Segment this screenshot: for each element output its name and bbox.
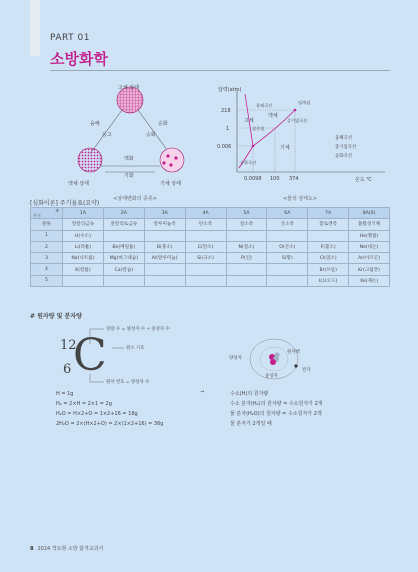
- table-cell: Li(리튬): [63, 241, 104, 252]
- phase-legend: [335, 134, 356, 161]
- group-header: 2A: [103, 208, 144, 219]
- chapter-title: 소방화학: [50, 50, 108, 68]
- atom-label-neutron: 중성자: [265, 374, 278, 379]
- table-row: [31, 241, 390, 252]
- table-row: [31, 275, 390, 286]
- phase-legend-item: 승화곡선: [335, 154, 352, 159]
- table-cell: [226, 264, 267, 275]
- table-cell: Ne(네온): [349, 241, 390, 252]
- group-header: 5A: [226, 208, 267, 219]
- liquid-label: 액체 상태: [68, 181, 89, 187]
- phase-x-tick-374: 374: [289, 176, 299, 182]
- table-row: [31, 230, 390, 241]
- table-cell: Be(베릴륨): [103, 241, 144, 252]
- atomic-number: 6: [63, 362, 72, 377]
- notation-leader-lines: [70, 326, 160, 386]
- phase-critical-point: 임계점: [298, 100, 311, 105]
- table-cell: O(산소): [267, 241, 308, 252]
- table-cell: 불활성기체: [349, 219, 390, 230]
- page-number: 8: [30, 546, 34, 552]
- note: 수소(H)의 원자량: [230, 391, 269, 397]
- note: 수소 분자(H₂)의 원자량 = 수소원자가 2개: [230, 401, 323, 407]
- phase-legend-item: 증기압곡선: [335, 145, 357, 150]
- table-cell: [185, 275, 226, 286]
- table-cell: [308, 230, 349, 241]
- note-list: [230, 389, 323, 429]
- title-divider: [50, 70, 390, 71]
- phase-region-solid: 고체: [244, 118, 254, 124]
- table-cell: Cl(염소): [308, 253, 349, 264]
- states-caption: <상태변화의 종류>: [113, 196, 157, 202]
- mass-number: 12: [60, 338, 77, 353]
- liquid-state-circle: [78, 148, 102, 172]
- table-cell: Al(알루미늄): [144, 253, 185, 264]
- periodic-table: [30, 207, 390, 287]
- table-cell: 알칼리토금속: [103, 219, 144, 230]
- table-cell: Kr(크립톤): [349, 264, 390, 275]
- table-cell: [103, 275, 144, 286]
- phase-y-tick-218: 218: [221, 108, 231, 114]
- table-cell: N(질소): [226, 241, 267, 252]
- arrow-label-sublimation-1: 승화: [158, 121, 168, 127]
- row-header: 4: [31, 264, 63, 275]
- atomic-heading: # 원자량 및 분자량: [30, 313, 82, 320]
- table-cell: [185, 264, 226, 275]
- row-header: 분류: [31, 219, 63, 230]
- table-row: [31, 253, 390, 264]
- phase-x-tick-00098: 0.0098: [244, 176, 262, 182]
- gas-label: 기체 상태: [160, 181, 181, 187]
- solid-label: 고체 상태: [118, 85, 139, 91]
- table-cell: Xe(제논): [349, 275, 390, 286]
- periodic-heading: [심화이론] 주기율표(요약): [30, 200, 100, 207]
- table-cell: 탄소족: [185, 219, 226, 230]
- table-cell: H(수소): [63, 230, 104, 241]
- phase-caption: <물의 상태도>: [282, 196, 318, 202]
- part-label: PART 01: [50, 33, 90, 43]
- table-cell: S(황): [267, 253, 308, 264]
- table-cell: Na(나트륨): [63, 253, 104, 264]
- mass-label: 질량 수 = 양성자 수 + 중성자 수: [106, 327, 170, 332]
- table-cell: Ca(칼슘): [103, 264, 144, 275]
- table-cell: P(인): [226, 253, 267, 264]
- table-row: [31, 219, 390, 230]
- table-cell: [226, 230, 267, 241]
- table-cell: 산소족: [267, 219, 308, 230]
- phase-y-tick-1: 1: [226, 126, 230, 132]
- gas-state-circle: [160, 148, 184, 172]
- row-header: 3: [31, 253, 63, 264]
- table-cell: Ar(아르곤): [349, 253, 390, 264]
- group-header: 4A: [185, 208, 226, 219]
- element-symbol: C: [73, 330, 107, 381]
- row-header: 2: [31, 241, 63, 252]
- symbol-label: 원소 기호: [126, 346, 145, 351]
- atom-label-nucleus: 원자핵: [287, 350, 300, 355]
- note: 물 분자(H₂O)의 원자량 = 수소원자가 2개: [230, 411, 322, 417]
- table-cell: [63, 275, 104, 286]
- table-header-row: [31, 208, 390, 219]
- phase-region-gas: 기체: [280, 145, 290, 151]
- phase-line-fusion: 융해곡선: [256, 103, 273, 108]
- table-cell: Mg(마그네슘): [103, 253, 144, 264]
- phase-y-label: 압력(atm): [218, 87, 242, 93]
- page-footer: [30, 545, 103, 552]
- row-header: 1: [31, 230, 63, 241]
- table-cell: [226, 275, 267, 286]
- group-header: 8A(0): [349, 208, 390, 219]
- equation: H = 1g: [56, 391, 74, 397]
- table-cell: Br(브롬): [308, 264, 349, 275]
- table-cell: [144, 230, 185, 241]
- phase-x-label: 온도 ℃: [355, 177, 372, 183]
- table-cell: B(붕소): [144, 241, 185, 252]
- table-cell: Si(규소): [185, 253, 226, 264]
- note: 물 분자가 2개일 때: [230, 421, 272, 427]
- phase-x-tick-100: 100: [270, 176, 280, 182]
- number-label: 원자 번호 = 양성자 수: [106, 380, 150, 385]
- arrow-label-vaporization: 기화: [124, 173, 134, 179]
- table-cell: [103, 230, 144, 241]
- equation: 2H₂O = 2×(H×2+O) = 2×(1×2+16) = 36g: [56, 421, 164, 427]
- state-change-diagram: [60, 82, 210, 190]
- arrow-label-condensation: 액화: [124, 156, 134, 162]
- atom-label-proton: 양성자: [229, 356, 242, 361]
- table-cell: 할로겐족: [308, 219, 349, 230]
- arrow-label-freezing: 응고: [102, 132, 112, 138]
- equation: H₂O = H×2+O = 1×2+16 = 18g: [56, 411, 138, 417]
- atom-label-electron: 전자: [302, 368, 311, 373]
- equation-list: [56, 389, 163, 429]
- table-cell: He(헬륨): [349, 230, 390, 241]
- table-cell: 알칼리금속: [63, 219, 104, 230]
- group-header: 3A: [144, 208, 185, 219]
- equation: H₂ = 2×H = 2×1 = 2g: [56, 401, 112, 407]
- arrow-label-melting: 융해: [90, 121, 100, 127]
- table-cell: [267, 264, 308, 275]
- table-cell: K(칼륨): [63, 264, 104, 275]
- table-cell: [144, 275, 185, 286]
- table-cell: [267, 230, 308, 241]
- footer-text: 2024 객토형 소방 합격교과서: [37, 546, 104, 552]
- table-cell: 알루미늄족: [144, 219, 185, 230]
- arrow-glyph: →: [200, 389, 205, 395]
- phase-y-tick-0006: 0.006: [217, 144, 232, 150]
- group-header: 1A: [63, 208, 104, 219]
- group-header: 6A: [267, 208, 308, 219]
- table-cell: [144, 264, 185, 275]
- phase-line-sublimation: 승화곡선: [240, 160, 257, 165]
- table-row: [31, 264, 390, 275]
- table-cell: [267, 275, 308, 286]
- corner-cell: 족 주기: [31, 208, 63, 219]
- phase-region-liquid: 액체: [268, 113, 278, 119]
- phase-line-vapor: 증기압곡선: [287, 118, 308, 123]
- row-header: 5: [31, 275, 63, 286]
- table-cell: [185, 230, 226, 241]
- table-cell: 질소족: [226, 219, 267, 230]
- arrow-label-sublimation-2: 승화: [146, 132, 156, 138]
- table-cell: I(요오드): [308, 275, 349, 286]
- table-cell: F(불소): [308, 241, 349, 252]
- phase-legend-item: 융해곡선: [335, 136, 352, 141]
- phase-triple-point: 삼중점: [252, 126, 265, 131]
- group-header: 7A: [308, 208, 349, 219]
- table-cell: C(탄소): [185, 241, 226, 252]
